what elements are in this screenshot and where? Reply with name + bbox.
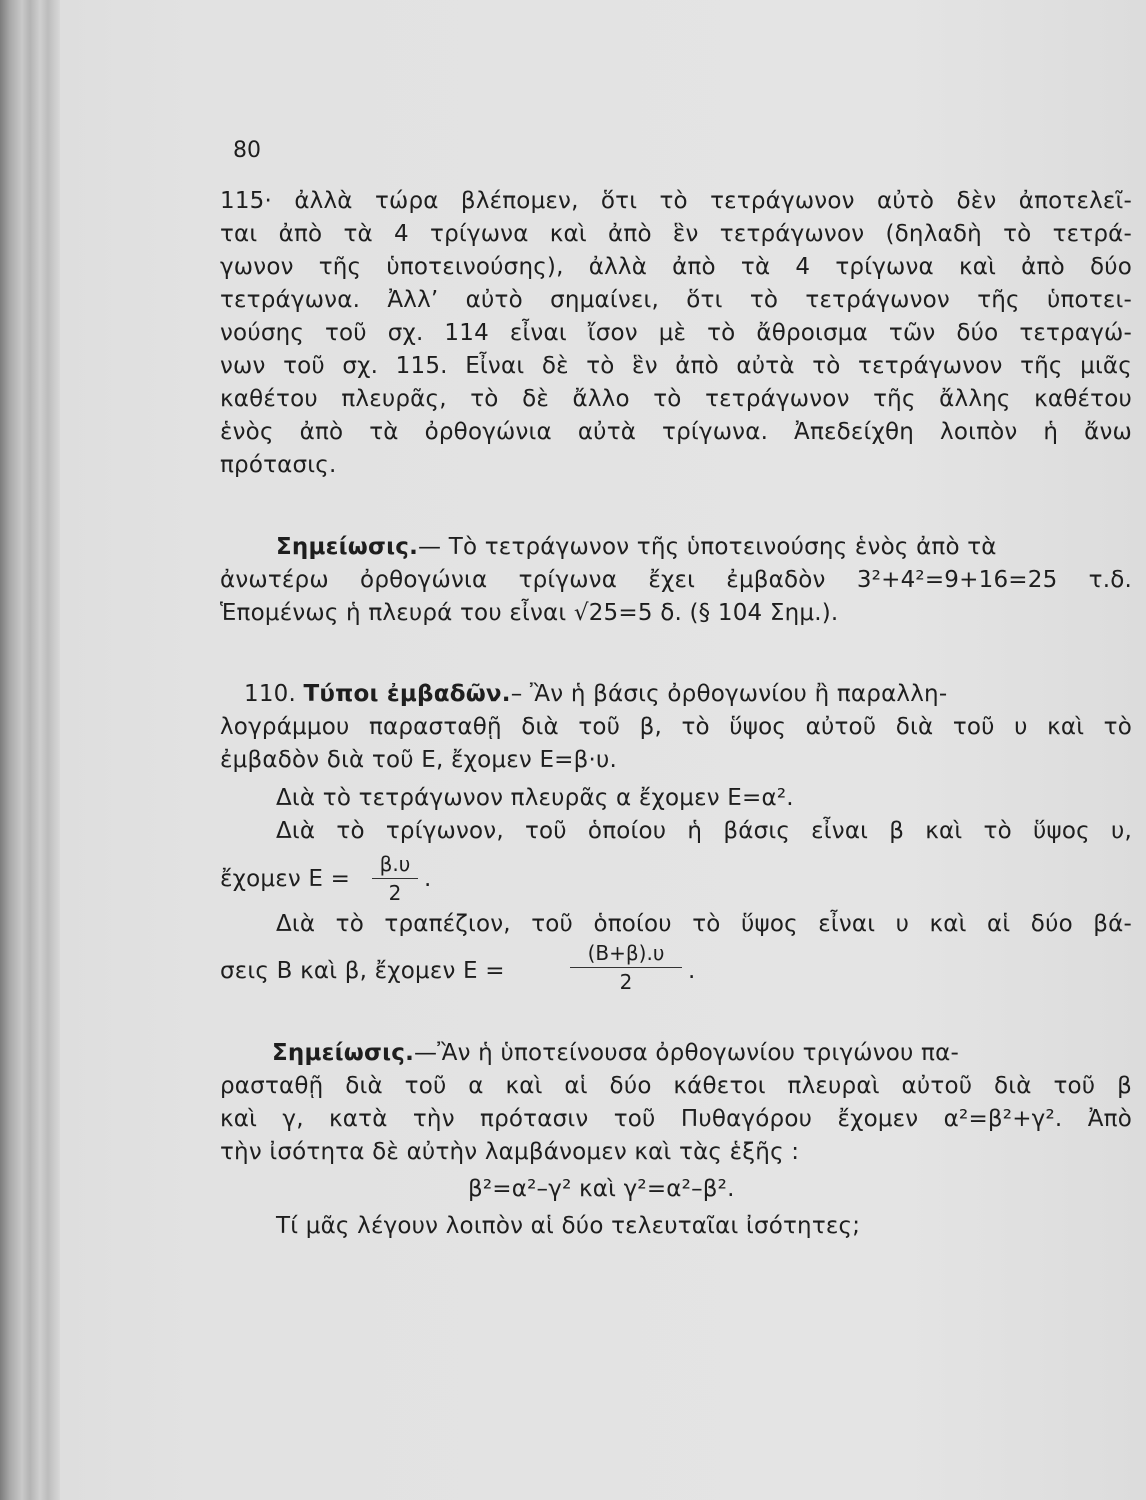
fraction-bar [372, 878, 418, 879]
note-line: ἀνωτέρω ὀρθογώνια τρίγωνα ἔχει ἐμβαδὸν 3²+4²=9+16=25 τ.δ. [220, 567, 1132, 593]
section-title: Τύποι ἐμβαδῶν. [303, 681, 511, 707]
note-line: τὴν ἰσότητα δὲ αὐτὴν λαμβάνομεν καὶ τὰς ἑξῆς : [220, 1139, 800, 1165]
fraction-denominator: 2 [388, 881, 402, 905]
book-binding-edge [0, 0, 60, 1500]
paragraph-line: 115· ἀλλὰ τώρα βλέπομεν, ὅτι τὸ τετράγωνον αὐτὸ δὲν ἀποτελεῖ- [220, 188, 1132, 214]
square-formula-line: Διὰ τὸ τετράγωνον πλευρᾶς α ἔχομεν Ε=α². [276, 785, 794, 811]
question-line: Τί μᾶς λέγουν λοιπὸν αἱ δύο τελευταῖαι ἰσότητες; [276, 1213, 861, 1239]
fraction-numerator: β.υ [379, 852, 411, 876]
triangle-formula-lhs: ἔχομεν Ε = [220, 866, 351, 892]
formula-line: β²=α²–γ² καὶ γ²=α²–β². [468, 1176, 735, 1202]
note-line [276, 534, 1132, 560]
trapezoid-formula-lhs: σεις Β καὶ β, ἔχομεν Ε = [220, 958, 505, 984]
paragraph-line: καθέτου πλευρᾶς, τὸ δὲ ἄλλο τὸ τετράγωνον τῆς ἄλλης καθέτου [220, 386, 1132, 412]
triangle-fraction [372, 852, 418, 905]
section-line: λογράμμου παρασταθῇ διὰ τοῦ β, τὸ ὕψος αὐτοῦ διὰ τοῦ υ καὶ τὸ [220, 714, 1132, 740]
note-heading: Σημείωσις. [276, 534, 419, 560]
paragraph-line: νούσης τοῦ σχ. 114 εἶναι ἴσον μὲ τὸ ἄθροισμα τῶν δύο τετραγώ- [220, 320, 1132, 346]
section-number: 110. [244, 681, 297, 707]
note-text: — Τὸ τετράγωνον τῆς ὑποτεινούσης ἑνὸς ἀπὸ τὰ [418, 534, 997, 560]
paragraph-line: τετράγωνα. Ἀλλ’ αὐτὸ σημαίνει, ὅτι τὸ τετράγωνον τῆς ὑποτει- [220, 287, 1132, 313]
paragraph-line: ται ἀπὸ τὰ 4 τρίγωνα καὶ ἀπὸ ἓν τετράγωνον (δηλαδὴ τὸ τετρά- [220, 221, 1132, 247]
trapezoid-line: Διὰ τὸ τραπέζιον, τοῦ ὁποίου τὸ ὕψος εἶναι υ καὶ αἱ δύο βά- [276, 911, 1132, 937]
section-heading-line [244, 681, 947, 707]
note-line: Ἑπομένως ἡ πλευρά του εἶναι √25=5 δ. (§ 104 Σημ.). [220, 600, 839, 626]
note-line: καὶ γ, κατὰ τὴν πρότασιν τοῦ Πυθαγόρου ἔχομεν α²=β²+γ². Ἀπὸ [220, 1106, 1132, 1132]
formula-period: . [688, 958, 696, 984]
paragraph-line: ἑνὸς ἀπὸ τὰ ὀρθογώνια αὐτὰ τρίγωνα. Ἀπεδείχθη λοιπὸν ἡ ἄνω [220, 419, 1132, 445]
note-heading: Σημείωσις. [272, 1040, 415, 1066]
paragraph-line: πρότασις. [220, 452, 337, 478]
note-line: ρασταθῇ διὰ τοῦ α καὶ αἱ δύο κάθετοι πλευραὶ αὐτοῦ διὰ τοῦ β [220, 1073, 1132, 1099]
note-text: —Ἂν ἡ ὑποτείνουσα ὀρθογωνίου τριγώνου πα- [414, 1040, 959, 1066]
section-line: ἐμβαδὸν διὰ τοῦ Ε, ἔχομεν Ε=β·υ. [220, 747, 618, 773]
paragraph-line: γωνον τῆς ὑποτεινούσης), ἀλλὰ ἀπὸ τὰ 4 τρίγωνα καὶ ἀπὸ δύο [220, 254, 1132, 280]
fraction-numerator: (Β+β).υ [587, 941, 665, 965]
paragraph-line: νων τοῦ σχ. 115. Εἶναι δὲ τὸ ἓν ἀπὸ αὐτὰ τὸ τετράγωνον τῆς μιᾶς [220, 353, 1132, 379]
page-number: 80 [233, 138, 261, 163]
fraction-denominator: 2 [619, 970, 633, 994]
triangle-line: Διὰ τὸ τρίγωνον, τοῦ ὁποίου ἡ βάσις εἶναι β καὶ τὸ ὕψος υ, [276, 818, 1132, 844]
note-line [272, 1040, 1132, 1066]
formula-period: . [424, 866, 432, 892]
section-text: – Ἂν ἡ βάσις ὀρθογωνίου ἢ παραλλη- [510, 681, 948, 707]
fraction-bar [570, 967, 682, 968]
trapezoid-fraction [570, 941, 682, 994]
